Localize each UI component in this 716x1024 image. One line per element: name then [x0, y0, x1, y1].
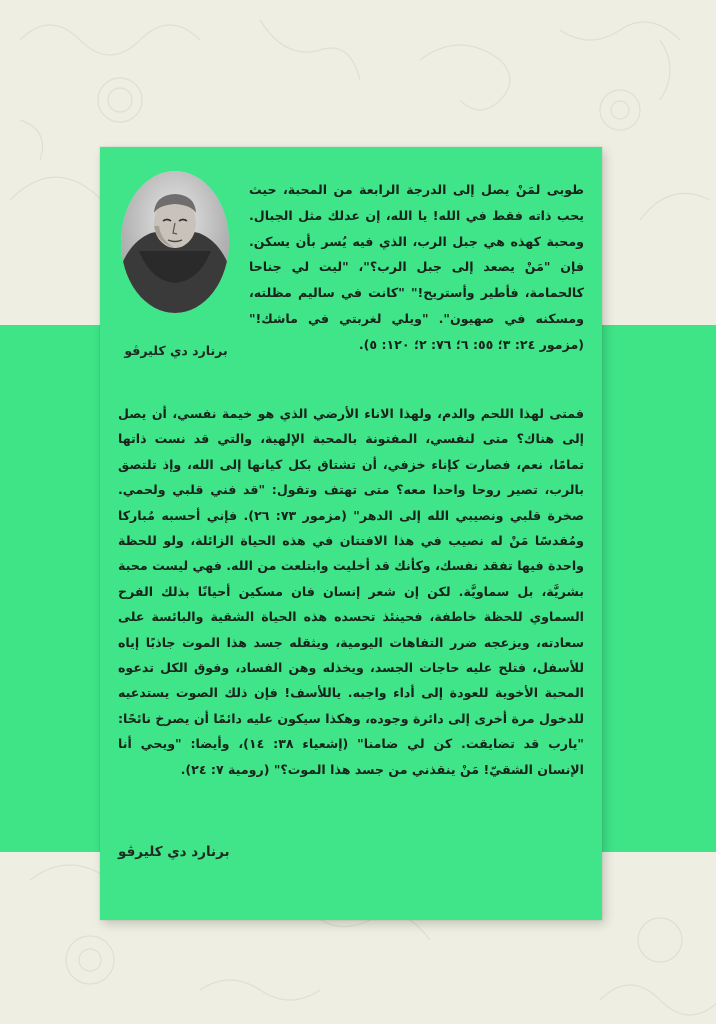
quote-paragraph-1: طوبى لمَنْ يصل إلى الدرجة الرابعة من المحبة، حيث يحب ذاته فقط في الله! يا الله، إن عدلك مثل الجبال. ومحبة كهذه هي جبل الرب، الذي فيه يُسر بأن يسكن. فإن "مَنْ يصعد إلى جبل الرب؟"، "ليت لي جناحا كالحمامة، فأطير وأستريح!" "كانت في ساليم مظلته، ومسكنه في صهيون". "ويلي لغربتي في ماشك!" (مزمور ٢٤: ٣؛ ٥٥: ٦؛ ٧٦: ٢؛ ١٢٠: ٥). — [249, 182, 584, 352]
monk-portrait — [121, 171, 229, 313]
author-signature: برنارد دي كليرڤو — [118, 844, 230, 860]
monk-portrait-icon — [121, 171, 229, 313]
portrait-caption: برنارد دي كليرڤو — [124, 343, 228, 358]
quote-card — [100, 147, 602, 920]
quote-paragraph-2: فمتى لهذا اللحم والدم، ولهذا الاناء الأرضي الذي هو خيمة نفسي، أن يصل إلى هناك؟ متى لنفسي، المفتونة بالمحبة الإلهية، والتي قد نست ذاتها تمامًا، نعم، فصارت كإناء خزفي، أن تشتاق بكل كيانها إلى الله، وإذ تلتصق بالرب، تصير روحا واحدا معه؟ متى تهتف وتقول: "قد فني قلبي ولحمي. صخرة قلبي ونصيبي الله إلى الدهر" (مزمور ٧٣: ٢٦). فإني أحسبه مُباركا ومُقدسًا مَنْ له نصيب في هذا الافتتان في هذه الحياة الزائلة، ولو للحظة واحدة فيها تفقد نفسك، وكأنك قد أخليت وابتلعت من الله. فهي ليست محبة بشريَّة، بل سماويَّة. لكن إن شعر إنسان فان مسكين أحيانًا بذلك الفرح السماوي للحظة خاطفة، فحينئذ تحسده هذه الحياة الشقية والبائسة على سعادته، ويزعجه ضرر التفاهات اليومية، ويثقله جسد هذا الموت جاذبًا إياه للأسفل، فتلح عليه حاجات الجسد، ويخذله وهن الفساد، وفوق الكل تدعوه المحبة الأخوية للعودة إلى أداء واجبه. ياللأسف! فإن ذلك الصوت يستدعيه للدخول مرة أخرى إلى دائرة وجوده، وهكذا سيكون عليه دائمًا أن يصرخ نائحًا: "يارب قد تضايقت. كن لي ضامنا" (إشعياء ٣٨: ١٤)، وأيضا: "ويحي أنا الإنسان الشقيّ! مَنْ ينقذني من جسد هذا الموت؟" (رومية ٧: ٢٤). — [118, 406, 584, 777]
